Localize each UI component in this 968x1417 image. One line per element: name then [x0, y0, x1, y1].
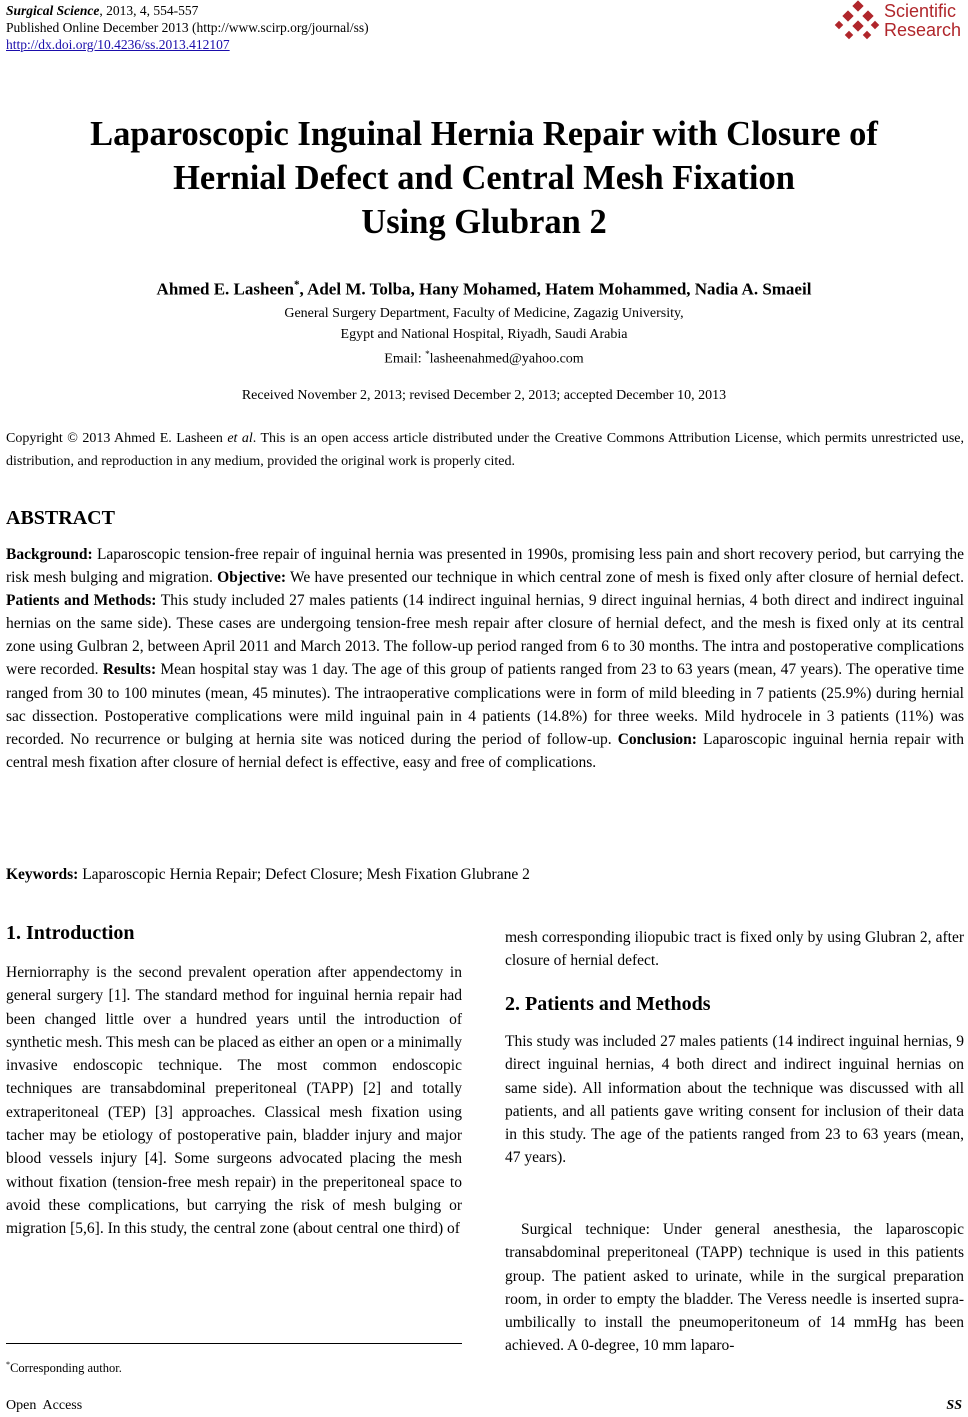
abstract-body	[6, 543, 964, 774]
published-line: Published Online December 2013 (http://www.scirp.org/journal/ss)	[6, 20, 369, 35]
objective-text: We have presented our technique in which central zone of mesh is fixed only after closure of hernial defect.	[286, 569, 964, 587]
corresponding-mark: *	[293, 279, 300, 291]
methods-label: Patients and Methods:	[6, 592, 157, 610]
footer-journal-abbrev: SS	[946, 1398, 962, 1413]
affiliation-line-1: General Surgery Department, Faculty of Medicine, Zagazig University,	[284, 306, 684, 321]
journal-citation	[6, 2, 369, 19]
objective-label: Objective:	[217, 569, 286, 587]
email-mark: *	[425, 349, 430, 359]
background-text: Laparoscopic tension-free repair of inguinal hernia was presented in 1990s, promising less pain and short recovery period, but carrying the risk mesh bulging and migration.	[6, 546, 964, 587]
keywords-text: Laparoscopic Hernia Repair; Defect Closure; Mesh Fixation Glubrane 2	[78, 866, 530, 883]
corresponding-author: Ahmed E. Lasheen	[156, 279, 294, 299]
affiliation-line-2: Egypt and National Hospital, Riyadh, Saudi Arabia	[340, 327, 628, 342]
received-dates: Received November 2, 2013; revised December 2, 2013; accepted December 10, 2013	[241, 388, 727, 403]
background-label: Background:	[6, 546, 93, 563]
conclusion-text: Laparoscopic inguinal hernia repair with central mesh fixation after closure of hernial defect is effective, easy and free of complications.	[6, 730, 964, 771]
footnote-mark: *	[6, 1360, 11, 1369]
journal-name: Surgical Science	[6, 3, 100, 18]
conclusion-label: Conclusion:	[617, 730, 697, 748]
results-text: Mean hospital stay was 1 day. The age of this group of patients ranged from 23 to 63 years (mean, 47 years). The operative time ranged from 30 to 100 minutes (mean, 45 minutes). The intraoperative complications were in form of mild bleeding in 7 patients (25.9%) during hernial sac dissection. Postoperative complications were mild inguinal pain in 4 patients (14.8%) for three weeks. Mild hydrocele in 3 patients (11%) was recorded. No recurrence or bulging at hernia site was noticed during the period of follow-up.	[6, 661, 964, 748]
journal-header	[6, 2, 369, 53]
publisher-line-1: Scientific	[884, 1, 957, 21]
introduction-body: Herniorraphy is the second prevalent operation after appendectomy in general surgery [1]. The standard method for inguinal hernia repair had been changed little over a hundred years until the introduction of synthetic mesh. This mesh can be placed as either an open or a minimally invasive endoscopic technique. The most common endoscopic techniques are transabdominal preperitoneal (TAPP) [2] and totally extraperitoneal (TEP) [3] approaches. Classical mesh fixation using tacher may be etiology of postoperative pain, bladder injury and major blood vessels injury [4]. Some surgeons advocated placing the mesh without fixation (tension-free mesh repair) in the preperitoneal space to avoid these complications, but carrying the risk of mesh bulging or migration [5,6]. In this study, the central zone (about central one third) of	[6, 964, 462, 1238]
title-line-1: Laparoscopic Inguinal Hernia Repair with Closure of	[90, 115, 878, 153]
email-address[interactable]: lasheenahmed@yahoo.com	[429, 351, 584, 367]
introduction-continued: mesh corresponding iliopubic tract is fixed only by using Glubran 2, after closure of hernial defect.	[505, 929, 964, 970]
publisher-logo	[834, 0, 962, 44]
footnote-text: Corresponding author.	[10, 1361, 122, 1376]
methods-paragraph-2: Surgical technique: Under general anesthesia, the laparoscopic transabdominal preperitoneal (TAPP) technique is used in this patients group. The patient asked to urinate, while in the surgical preparation room, in order to empty the bladder. The Veress needle is inserted supra-umbilically to install the pneumoperitoneum of 14 mmHg has been achieved. A 0-degree, 10 mm laparo-	[505, 1221, 964, 1355]
copyright-text-2: . This is an open access article distributed under the Creative Commons Attribution License, which permits unrestricted use, distribution, and reproduction in any medium, provided the original work is properly cited.	[6, 431, 964, 469]
abstract-heading: ABSTRACT	[6, 507, 115, 529]
footnote	[6, 1360, 122, 1376]
coauthors: , Adel M. Tolba, Hany Mohamed, Hatem Mohammed, Nadia A. Smaeil	[299, 279, 812, 299]
logo-diamond-icon	[834, 0, 880, 44]
footer-open-access: Open Access	[6, 1398, 83, 1413]
journal-issue: , 2013, 4, 554-557	[99, 3, 199, 18]
keywords	[6, 866, 530, 884]
email-label: Email:	[384, 351, 426, 367]
publisher-line-2: Research	[884, 20, 962, 40]
keywords-label: Keywords:	[6, 866, 79, 883]
copyright-text-1: Copyright © 2013 Ahmed E. Lasheen	[6, 431, 228, 446]
methods-heading: 2. Patients and Methods	[505, 993, 711, 1015]
email-line	[0, 345, 968, 369]
doi-link[interactable]: http://dx.doi.org/10.4236/ss.2013.412107	[6, 37, 230, 52]
publisher-name	[884, 2, 961, 40]
results-label: Results:	[102, 661, 157, 679]
introduction-heading: 1. Introduction	[6, 922, 135, 944]
author-list	[0, 279, 968, 300]
footnote-divider	[6, 1343, 462, 1344]
title-line-3: Using Glubran 2	[361, 203, 607, 241]
methods-paragraph-1: This study was included 27 males patients (14 indirect inguinal hernias, 9 direct inguinal hernias, 4 both direct and indirect inguinal hernias on same side). All information about the technique was discussed with all patients, and all patients gave writing consent for inclusion of their data in this study. The age of the patients ranged from 23 to 63 years (mean, 47 years).	[505, 1033, 964, 1167]
copyright-etal: et al	[227, 431, 253, 446]
copyright-notice	[6, 427, 964, 473]
methods-text: This study included 27 males patients (14 indirect inguinal hernias, 9 direct inguinal hernias, 4 both direct and indirect inguinal hernias on the same side). These cases are undergoing tension-free mesh repair after closure of hernial defect, and the mesh is fixed only at its central zone using Gulbran 2, between April 2011 and March 2013. The follow-up period ranged from 6 to 30 months. The intra and postoperative complications were recorded.	[6, 592, 964, 679]
title-line-2: Hernial Defect and Central Mesh Fixation	[173, 159, 795, 197]
paper-title	[0, 112, 968, 244]
